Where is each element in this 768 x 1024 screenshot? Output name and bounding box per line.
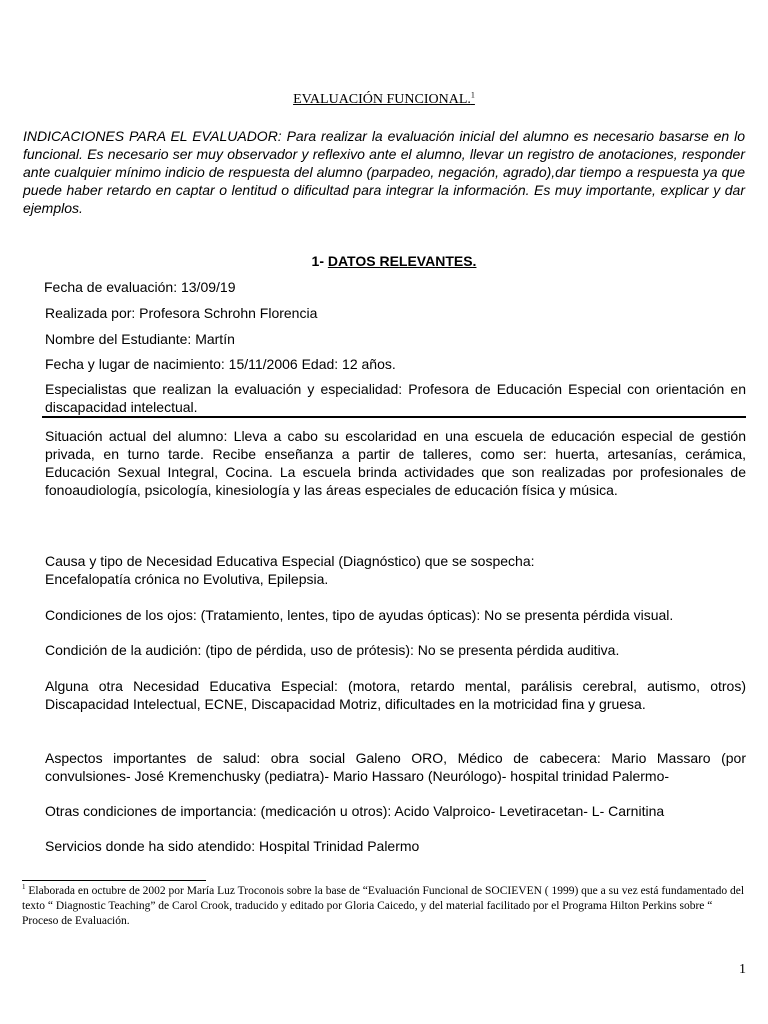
- field-otra-necesidad: Alguna otra Necesidad Educativa Especial: (motora, retardo mental, parálisis cerebral, autismo, otros) Discapacidad Intelectual, ECNE, Discapacidad Motriz, dificultades en la motricidad fina y gruesa.: [45, 678, 746, 712]
- field-causa-label: Causa y tipo de Necesidad Educativa Especial (Diagnóstico) que se sospecha:: [45, 553, 535, 569]
- field-otras-condiciones: Otras condiciones de importancia: (medicación u otros): Acido Valproico- Levetiracetan- L- Carnitina: [45, 803, 665, 819]
- document-title-text: EVALUACIÓN FUNCIONAL.: [293, 92, 471, 107]
- evaluator-instructions: INDICACIONES PARA EL EVALUADOR: Para realizar la evaluación inicial del alumno es necesario basarse en lo funcional. Es necesario ser muy observador y reflexivo ante el alumno, llevar un registro de anotaciones, responder ante cualquier mínimo indicio de respuesta del alumno (parpadeo, negación, agrado),dar tiempo a respuesta ya que puede haber retardo en captar o lentitud o dificultad para integrar la información. Es muy importante, explicar y dar ejemplos.: [23, 128, 745, 216]
- field-fecha-evaluacion: Fecha de evaluación: 13/09/19: [44, 279, 236, 295]
- title-footnote-marker: 1: [470, 90, 475, 100]
- field-servicios: Servicios donde ha sido atendido: Hospital Trinidad Palermo: [45, 838, 420, 854]
- field-causa-value: Encefalopatía crónica no Evolutiva, Epilepsia.: [45, 571, 329, 587]
- footnote: [22, 884, 746, 929]
- page-number: 1: [739, 962, 746, 977]
- field-condicion-audicion: Condición de la audición: (tipo de pérdida, uso de prótesis): No se presenta pérdida auditiva.: [45, 642, 620, 658]
- section-number: 1-: [311, 253, 324, 269]
- document-title: [0, 91, 768, 109]
- field-nombre-estudiante: Nombre del Estudiante: Martín: [45, 331, 235, 347]
- footnote-separator: [22, 880, 206, 881]
- section-title: DATOS RELEVANTES.: [327, 253, 477, 269]
- divider-line: [42, 416, 746, 418]
- field-aspectos-salud: Aspectos importantes de salud: obra social Galeno ORO, Médico de cabecera: Mario Massaro (por convulsiones- José Kremenchusky (pediatra)- Mario Hassaro (Neurólogo)- hospital trinidad Palermo-: [45, 750, 746, 784]
- field-realizada-por: Realizada por: Profesora Schrohn Florencia: [45, 305, 318, 321]
- field-condiciones-ojos: Condiciones de los ojos: (Tratamiento, lentes, tipo de ayudas ópticas): No se presenta pérdida visual.: [45, 607, 674, 623]
- field-situacion-actual: Situación actual del alumno: Lleva a cabo su escolaridad en una escuela de educación especial de gestión privada, en turno tarde. Recibe enseñanza a partir de talleres, como ser: huerta, artesanías, cerámica, Educación Sexual Integral, Cocina. La escuela brinda actividades que son realizadas por profesionales de fonoaudiología, psicología, kinesiología y las áreas especiales de educación física y música.: [45, 428, 746, 498]
- section-heading: [0, 252, 768, 270]
- field-fecha-lugar-nacimiento: Fecha y lugar de nacimiento: 15/11/2006 Edad: 12 años.: [45, 356, 396, 372]
- footnote-text: Elaborada en octubre de 2002 por María Luz Troconois sobre la base de “Evaluación Funcional de SOCIEVEN ( 1999) que a su vez está fundamentado del texto “ Diagnostic Teaching” de Carol Crook, traducido y editado por Gloria Caicedo, y del material facilitado por el Programa Hilton Perkins sobre “ Proceso de Evaluación.: [22, 885, 745, 927]
- footnote-marker: 1: [22, 883, 26, 892]
- field-especialistas: Especialistas que realizan la evaluación y especialidad: Profesora de Educación Especial con orientación en discapacidad intelectual.: [45, 381, 746, 415]
